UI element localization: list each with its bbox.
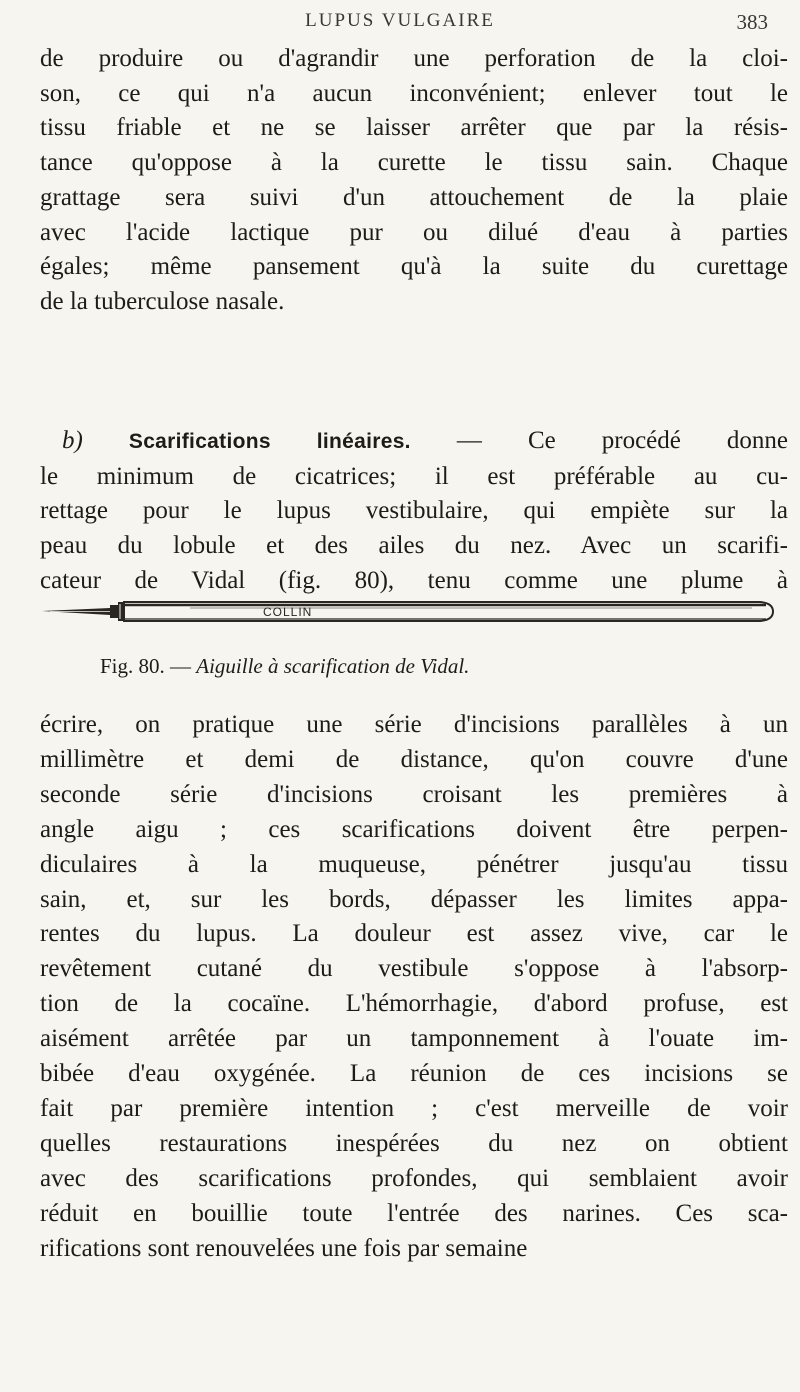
figure-dash: —: [170, 654, 192, 678]
section-b-first-line: [40, 424, 788, 460]
text-line: seconde série d'incisions croisant les premières à: [40, 780, 788, 808]
text-line: bibée d'eau oxygénée. La réunion de ces incisions se: [40, 1060, 788, 1088]
text-line: revêtement cutané du vestibule s'oppose à l'absorp-: [40, 955, 788, 983]
section-marker: b): [62, 427, 83, 454]
text-line: le minimum de cicatrices; il est préférable au cu-: [40, 462, 788, 490]
text-line: rentes du lupus. La douleur est assez vive, car le: [40, 920, 788, 948]
text-line: rettage pour le lupus vestibulaire, qui empiète sur la: [40, 497, 788, 525]
text-line: quelles restaurations inespérées du nez on obtient: [40, 1129, 788, 1157]
figure-label: Fig. 80.: [100, 654, 165, 678]
section-first-line-rest: Ce procédé donne: [527, 427, 788, 454]
section-heading: Scarifications linéaires.: [128, 430, 411, 453]
text-line: tissu friable et ne se laisser arrêter que par la résis-: [40, 114, 788, 142]
running-title: LUPUS VULGAIRE: [305, 10, 495, 31]
text-line: angle aigu ; ces scarifications doivent être perpen-: [40, 815, 788, 843]
text-line: écrire, on pratique une série d'incisions parallèles à un: [40, 711, 788, 738]
text-line: son, ce qui n'a aucun inconvénient; enlever tout le: [40, 79, 788, 107]
text-line: cateur de Vidal (fig. 80), tenu comme une plume à: [40, 566, 788, 594]
text-line: réduit en bouillie toute l'entrée des narines. Ces sca-: [40, 1199, 788, 1227]
text-line: grattage sera suivi d'un attouchement de la plaie: [40, 183, 788, 211]
running-head: [40, 8, 768, 38]
text-line: de produire ou d'agrandir une perforation de la cloi-: [40, 45, 788, 72]
paragraph-top: [40, 42, 788, 320]
text-line: rifications sont renouvelées une fois par semaine: [40, 1234, 528, 1262]
text-line: avec l'acide lactique pur ou dilué d'eau à parties: [40, 218, 788, 246]
text-line: fait par première intention ; c'est merveille de voir: [40, 1094, 788, 1122]
paragraph-bottom: [40, 708, 788, 1267]
text-line: tion de la cocaïne. L'hémorrhagie, d'abord profuse, est: [40, 990, 788, 1018]
section-b: [40, 424, 788, 599]
scarification-needle-illustration: [40, 592, 780, 642]
figure-caption: [100, 654, 469, 679]
figure-caption-text: Aiguille à scarification de Vidal.: [196, 654, 470, 678]
needle-collar: [110, 605, 118, 618]
text-line: égales; même pansement qu'à la suite du curettage: [40, 253, 788, 281]
text-line: de la tuberculose nasale.: [40, 287, 285, 315]
text-line: sain, et, sur les bords, dépasser les limites appa-: [40, 885, 788, 913]
page-number: 383: [736, 10, 768, 34]
text-line: millimètre et demi de distance, qu'on couvre d'une: [40, 745, 788, 773]
text-line: tance qu'oppose à la curette le tissu sain. Chaque: [40, 149, 788, 177]
text-line: diculaires à la muqueuse, pénétrer jusqu'au tissu: [40, 850, 788, 878]
text-line: peau du lobule et des ailes du nez. Avec un scarifi-: [40, 532, 788, 560]
text-line: avec des scarifications profondes, qui semblaient avoir: [40, 1164, 788, 1192]
maker-stamp: COLLIN: [263, 605, 313, 619]
section-dash: —: [456, 427, 482, 454]
text-line: aisément arrêtée par un tamponnement à l'ouate im-: [40, 1025, 788, 1053]
